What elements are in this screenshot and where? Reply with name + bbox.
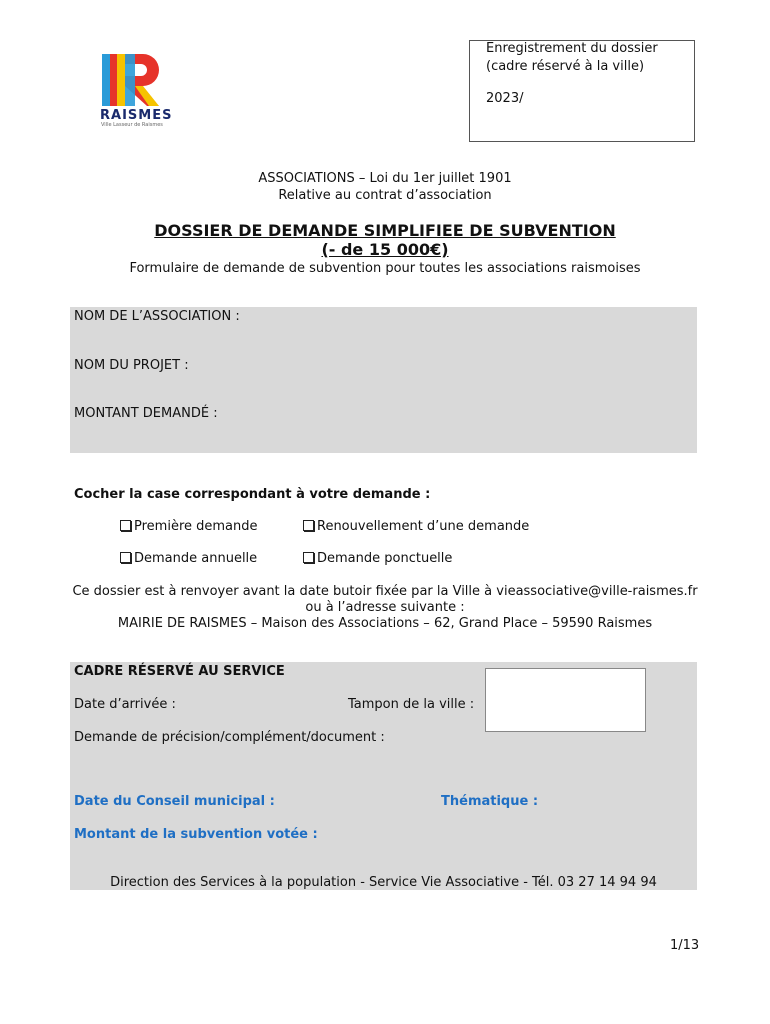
registration-line1: Enregistrement du dossier: [486, 41, 658, 56]
thematique-label: Thématique :: [441, 794, 539, 809]
checkbox-renouvellement[interactable]: [303, 519, 529, 534]
page-title-amount: (- de 15 000€): [321, 240, 449, 259]
logo-text: RAISMES: [100, 108, 173, 123]
date-arrivee-label: Date d’arrivée :: [74, 697, 176, 712]
service-heading: CADRE RÉSERVÉ AU SERVICE: [74, 664, 285, 679]
instructions-line1: Ce dossier est à renvoyer avant la date butoir fixée par la Ville à vieassociative@ville-raismes.fr: [72, 584, 698, 599]
page-subtitle: Formulaire de demande de subvention pour toutes les associations raismoises: [129, 261, 641, 276]
checkbox-label: Renouvellement d’une demande: [317, 519, 530, 534]
checkbox-label: Première demande: [134, 519, 258, 534]
checkbox-icon[interactable]: [120, 552, 131, 563]
stamp-box: [485, 668, 646, 732]
checkbox-heading: Cocher la case correspondant à votre demande :: [74, 487, 431, 502]
association-fields-block: [70, 307, 697, 453]
instructions-line2: ou à l’adresse suivante :: [305, 600, 465, 615]
amount-requested-field[interactable]: MONTANT DEMANDÉ :: [74, 406, 218, 421]
checkbox-demande-annuelle[interactable]: [120, 551, 257, 566]
registration-line2: (cadre réservé à la ville): [486, 59, 645, 74]
logo-subtext: Ville Lasseur de Raismes: [101, 122, 163, 128]
page-title: DOSSIER DE DEMANDE SIMPLIFIEE DE SUBVENTION: [154, 221, 616, 240]
registration-year: 2023/: [486, 91, 524, 106]
header-line2: Relative au contrat d’association: [278, 188, 492, 203]
header-line1: ASSOCIATIONS – Loi du 1er juillet 1901: [258, 171, 512, 186]
conseil-municipal-label: Date du Conseil municipal :: [74, 794, 275, 809]
service-footer: Direction des Services à la population - Service Vie Associative - Tél. 03 27 14 94 94: [110, 875, 657, 890]
checkbox-icon[interactable]: [120, 520, 131, 531]
checkbox-icon[interactable]: [303, 520, 314, 531]
association-name-field[interactable]: NOM DE L’ASSOCIATION :: [74, 309, 240, 324]
montant-vote-label: Montant de la subvention votée :: [74, 827, 318, 842]
instructions-address: MAIRIE DE RAISMES – Maison des Associations – 62, Grand Place – 59590 Raismes: [117, 616, 653, 631]
demande-label: Demande de précision/complément/document :: [74, 730, 385, 745]
page-number: 1/13: [670, 938, 700, 953]
checkbox-demande-ponctuelle[interactable]: [303, 551, 452, 566]
checkbox-label: Demande ponctuelle: [317, 551, 453, 566]
checkbox-icon[interactable]: [303, 552, 314, 563]
project-name-field[interactable]: NOM DU PROJET :: [74, 358, 189, 373]
checkbox-premiere-demande[interactable]: [120, 519, 258, 534]
tampon-label: Tampon de la ville :: [348, 697, 475, 712]
checkbox-label: Demande annuelle: [134, 551, 258, 566]
